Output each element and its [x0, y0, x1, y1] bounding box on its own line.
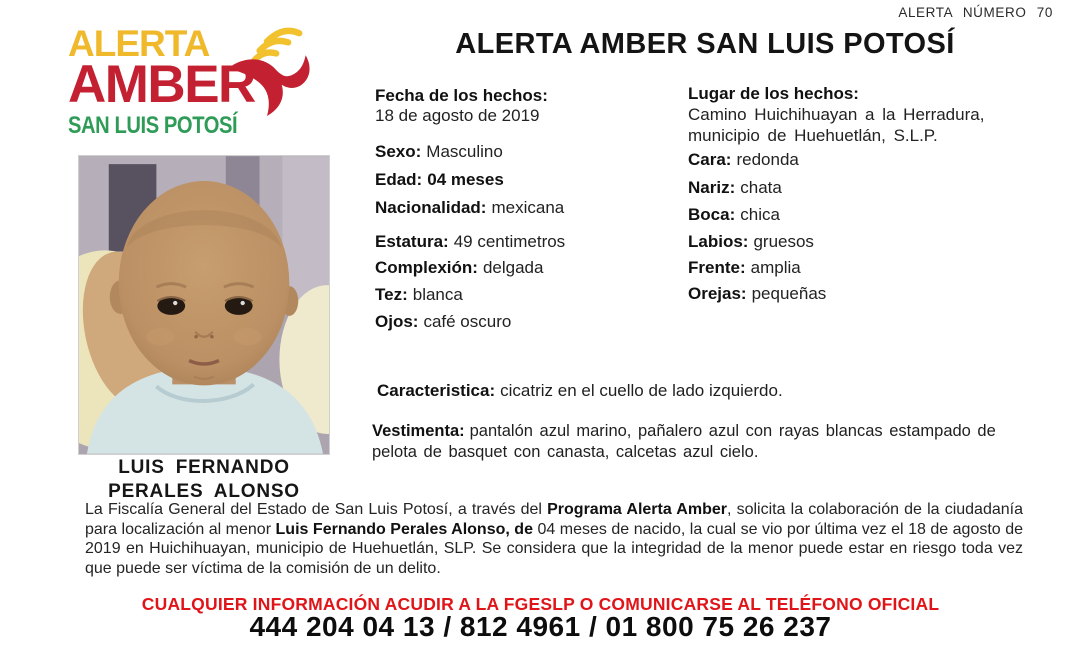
alerta-amber-logo — [68, 23, 328, 146]
field-labios: Labios: gruesos — [688, 232, 814, 251]
field-ojos: Ojos: café oscuro — [375, 312, 512, 331]
details-column-right — [688, 84, 1060, 304]
field-edad: Edad: 04 meses — [375, 170, 504, 189]
vestimenta-block: Vestimenta: pantalón azul marino, pañalero azul con rayas blancas estampado de pelota de basquet con canasta, calcetas azul cielo. — [372, 422, 996, 461]
child-name-line1: LUIS FERNANDO — [118, 457, 290, 478]
child-name — [70, 456, 338, 504]
horn-swoosh-icon — [220, 24, 325, 116]
child-name-line2: PERALES ALONSO — [108, 481, 300, 502]
logo-word-amber: AMBER — [68, 55, 255, 114]
page-title: ALERTA AMBER SAN LUIS POTOSÍ — [455, 28, 955, 60]
missing-child-photo — [78, 155, 330, 455]
body-paragraph: La Fiscalía General del Estado de San Luis Potosí, a través del Programa Alerta Amber, solicita la colaboración de la ciudadanía para localización al menor Luis Fernando Perales Alonso, de 04 meses de nacido, la cual se vio por última vez el 18 de agosto de 2019 en Huichihuayan, municipio de Huehuetlán, SLP. Se considera que la integridad de la menor puede estar en riesgo toda vez que puede ser víctima de la comisión de un delito. — [85, 501, 1023, 577]
details-column-left — [375, 86, 675, 332]
baby-portrait-illustration — [79, 156, 329, 454]
field-fecha-value: 18 de agosto de 2019 — [375, 106, 540, 125]
field-tez: Tez: blanca — [375, 285, 463, 304]
footer-phone-numbers: 444 204 04 13 / 812 4961 / 01 800 75 26 237 — [249, 611, 832, 642]
alert-number: ALERTA NÚMERO 70 — [898, 5, 1053, 20]
field-nariz: Nariz: chata — [688, 178, 782, 197]
field-estatura: Estatura: 49 centimetros — [375, 232, 566, 251]
field-frente: Frente: amplia — [688, 258, 801, 277]
field-lugar-value: Camino Huichihuayan a la Herradura, municipio de Huehuetlán, S.L.P. — [688, 105, 985, 145]
footer-info-line: CUALQUIER INFORMACIÓN ACUDIR A LA FGESLP O COMUNICARSE AL TELÉFONO OFICIAL — [141, 594, 940, 614]
field-orejas: Orejas: pequeñas — [688, 284, 827, 303]
caracteristica-line: Caracteristica: cicatriz en el cuello de lado izquierdo. — [377, 381, 783, 400]
field-nacionalidad: Nacionalidad: mexicana — [375, 198, 565, 217]
field-sexo: Sexo: Masculino — [375, 142, 503, 161]
field-fecha-label: Fecha de los hechos: — [375, 86, 548, 105]
field-boca: Boca: chica — [688, 205, 780, 224]
field-lugar-label: Lugar de los hechos: — [688, 84, 859, 103]
field-cara: Cara: redonda — [688, 150, 799, 169]
logo-word-alerta: ALERTA — [68, 23, 210, 64]
logo-region: SAN LUIS POTOSÍ — [68, 112, 238, 139]
field-complexion: Complexión: delgada — [375, 258, 544, 277]
